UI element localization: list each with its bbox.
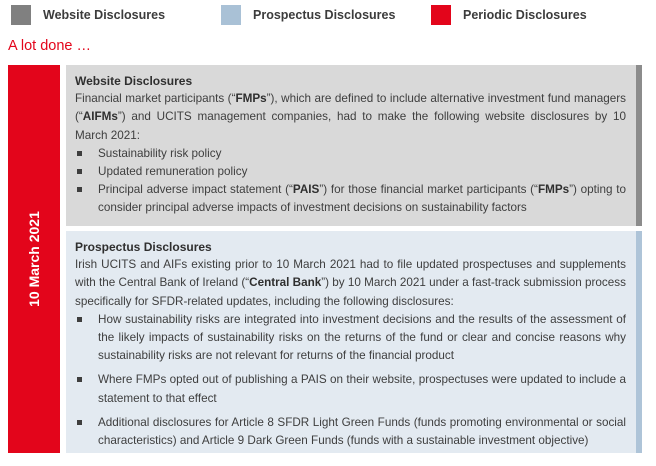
legend-label-periodic: Periodic Disclosures [463,8,587,22]
website-intro: Financial market participants (“FMPs”), which are defined to include alternative investment fund managers (“AIFMs”) and UCITS management companies, had to make the following website disclosures by 10 March 2021: [75,92,626,142]
website-disclosures-panel [66,65,642,226]
website-panel-title: Website Disclosures [75,74,193,88]
list-item: Updated remuneration policy [75,163,626,181]
list-item: How sustainability risks are integrated into investment decisions and the results of the assessment of the likely impacts of sustainability risks on the returns of the fund or clear and concise reasons why sustainability risks are not relevant for returns of the financial product [75,311,626,366]
date-label: 10 March 2021 [26,211,42,307]
list-item: Where FMPs opted out of publishing a PAIS on their website, prospectuses were updated to include a statement to that effect [75,371,626,407]
website-bullet-list [75,145,626,218]
date-sidebar [8,65,60,453]
list-item: Additional disclosures for Article 8 SFDR Light Green Funds (funds promoting environmental or social characteristics) and Article 9 Dark Green Funds (funds with a sustainable investment objective) [75,414,626,450]
legend-item-website [11,5,165,25]
prospectus-bullet-list [75,311,626,450]
legend [11,5,656,25]
legend-item-periodic [431,5,587,25]
list-item: Sustainability risk policy [75,145,626,163]
prospectus-panel-title: Prospectus Disclosures [75,240,212,254]
prospectus-intro: Irish UCITS and AIFs existing prior to 10 March 2021 had to file updated prospectuses and supplements with the Central Bank of Ireland (“Central Bank”) by 10 March 2021 under a fast-track submission process specifically for SFDR-related updates, including the following disclosures: [75,258,626,308]
legend-label-website: Website Disclosures [43,8,166,22]
list-item: Principal adverse impact statement (“PAIS”) for those financial market participants (“FMPs”) opting to consider principal adverse impacts of investment decisions on sustainability factors [75,181,626,217]
headline: A lot done … [8,38,92,54]
legend-swatch-prospectus [221,5,241,25]
legend-swatch-website [11,5,31,25]
legend-label-prospectus: Prospectus Disclosures [253,8,396,22]
legend-swatch-periodic [431,5,451,25]
legend-item-prospectus [221,5,395,25]
prospectus-disclosures-panel [66,231,642,453]
